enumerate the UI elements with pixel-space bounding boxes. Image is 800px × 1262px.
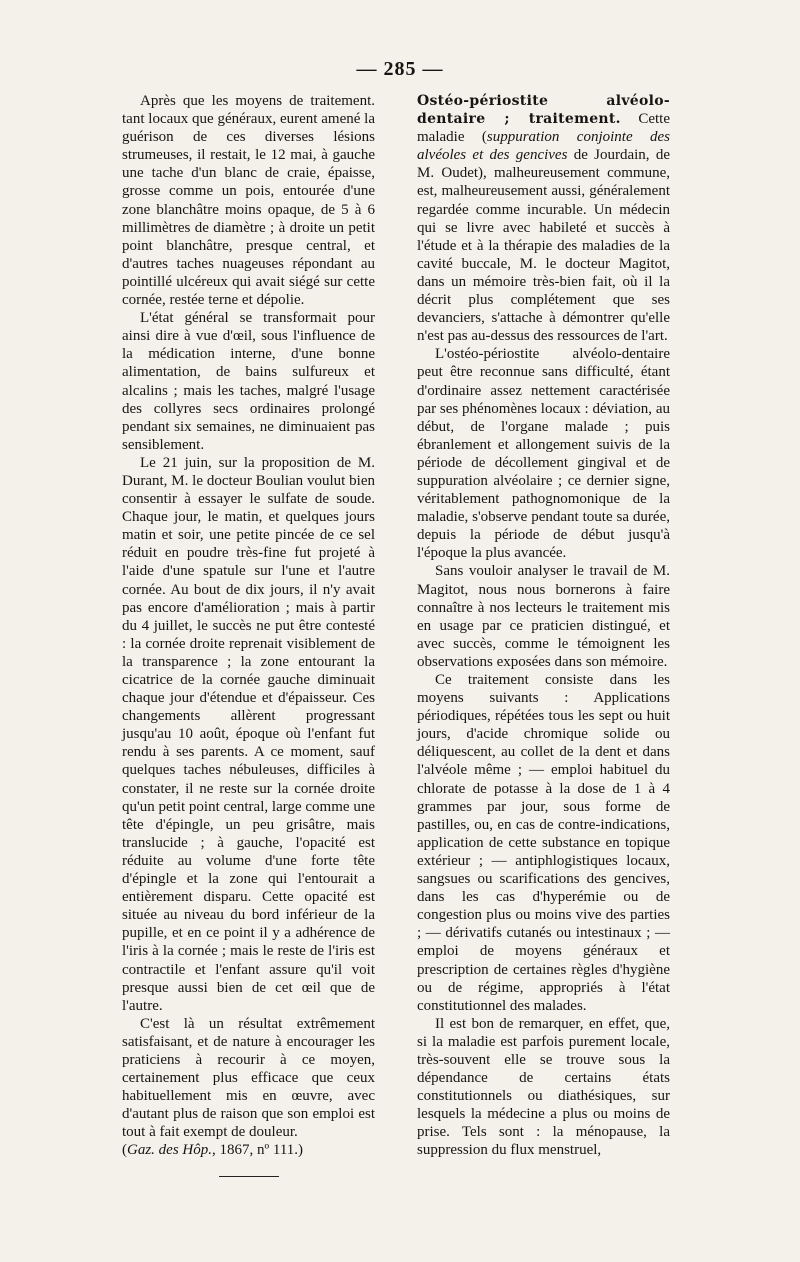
section-intro: [417, 92, 670, 345]
paragraph: Il est bon de remarquer, en effet, que, si la maladie est parfois purement locale, très-souvent elle se trouve sous la dépendance de certains états constitutionnels ou diathésiques, sur lesquels la médecine a plus ou moins de prise. Tels sont : la ménopause, la suppression du flux menstruel,: [417, 1015, 670, 1159]
intro-text: de Jourdain, de M. Oudet), malheureusement commune, est, malheureusement aussi, généralement regardée comme incurable. Un médecin qui se livre avec habileté et succès à l'étude et à la thérapie des maladies de la cavité buccale, M. le docteur Magitot, dans un mémoire très-bien fait, où il la décrit plus complétement que ses devanciers, s'attache à démontrer qu'elle n'est pas au-dessus des ressources de l'art.: [417, 147, 670, 345]
paragraph: L'ostéo-périostite alvéolo-dentaire peut être reconnue sans difficulté, étant d'ordinaire assez nettement caractérisée par ses phénomènes locaux : déviation, au début, de l'organe malade ; puis ébranlement et allongement suivis de la période de décollement gingival et de suppuration alvéolaire ; ce dernier signe, véritablement pathognomonique de la maladie, s'observe pendant toute sa durée, depuis la période de début jusqu'à l'époque la plus avancée.: [417, 346, 670, 562]
intro-italic: suppuration conjointe des alvéoles et des gencives: [417, 129, 670, 164]
section-heading: Ostéo-périostite alvéolo-dentaire ; traitement.: [417, 93, 670, 128]
right-column: [417, 92, 670, 1160]
page-number: — 285 —: [356, 58, 444, 80]
paragraph: Ce traitement consiste dans les moyens suivants : Applications périodiques, répétées tous les sept ou huit jours, d'acide chromique solide ou déliquescent, au collet de la dent et dans l'alvéole même ; — emploi habituel du chlorate de potasse à la dose de 1 à 4 grammes par jour, sous forme de pastilles, ou, en cas de contre-indications, application de cette substance en topique extérieur ; — antiphlogistiques locaux, sangsues ou scarifications des gencives, dans les cas d'hyperémie ou de congestion plus ou moins vive des parties ; — dérivatifs cutanés ou intestinaux ; — emploi de moyens généraux et prescription de certaines règles d'hygiène ou de régime, appropriés à l'état constitutionnel des malades.: [417, 672, 670, 1014]
citation-open: (: [122, 1142, 127, 1159]
paragraph-text: C'est là un résultat extrêmement satisfaisant, et de nature à encourager les praticiens à recourir à ce moyen, certainement plus efficace que ceux habituellement mis en œuvre, avec d'autant plus de raison que son emploi est tout à fait exempt de douleur.: [122, 1015, 375, 1141]
left-column: [122, 92, 375, 1177]
paragraph: Le 21 juin, sur la proposition de M. Durant, M. le docteur Boulian voulut bien consentir à essayer le sulfate de soude. Chaque jour, le matin, et quelques jours matin et soir, une petite pincée de ce sel réduit en poudre très-fine fut projeté à l'aide d'une spatule sur l'une et l'autre cornée. Au bout de dix jours, il n'y avait pas encore d'amélioration ; mais à partir du 4 juillet, le succès ne put être contesté : la cornée droite reprenait visiblement de la transparence ; la zone entourant la cicatrice de la cornée gauche diminuait chaque jour d'étendue et d'épaisseur. Ces changements allèrent progressant jusqu'au 10 août, époque où l'enfant fut rendu à ses parents. A ce moment, sauf quelques taches nébuleuses, difficiles à constater, il ne reste sur la cornée droite qu'un petit point central, large comme une tête d'épingle, un peu grisâtre, mais translucide ; à gauche, l'opacité est réduite au volume d'une forte tête d'épingle et la zone qui l'entourait a entièrement disparu. Cette opacité est située au niveau du bord inférieur de la pupille, et en ce point il y a adhérence de l'iris à la cornée ; mais le reste de l'iris est contractile et l'enfant assure qu'il voit presque aussi bien de cet œil que de l'autre.: [122, 454, 375, 1014]
paragraph-with-citation: [122, 1015, 375, 1160]
citation-details: , 1867, nº 111.): [212, 1142, 304, 1159]
section-divider: [219, 1176, 279, 1177]
paragraph: L'état général se transformait pour ainsi dire à vue d'œil, sous l'influence de la médication interne, d'une bonne alimentation, de bains sulfureux et alcalins ; mais les taches, malgré l'usage des collyres secs ordinaires prolongé pendant six semaines, ne diminuaient pas sensiblement.: [122, 310, 375, 453]
paragraph: Après que les moyens de traitement. tant locaux que généraux, eurent amené la guérison de ces diverses lésions strumeuses, il restait, le 12 mai, à gauche une tache d'un blanc de craie, épaisse, grosse comme un pois, entourée d'une zone blanchâtre moins opaque, de 5 à 6 millimètres de diamètre ; à droite un petit point blanchâtre, presque central, et d'autres taches nuageuses répondant au pointillé ulcéreux qui avait siégé sur cette cornée, restée terne et dépolie.: [122, 93, 375, 309]
paragraph: Sans vouloir analyser le travail de M. Magitot, nous nous bornerons à faire connaître à nos lecteurs le traitement mis en usage par ce praticien distingué, et avec succès, comme le témoignent les observations exposées dans son mémoire.: [417, 563, 670, 670]
intro-text: Cette maladie (: [417, 111, 670, 146]
citation-source: Gaz. des Hôp.: [127, 1142, 212, 1159]
